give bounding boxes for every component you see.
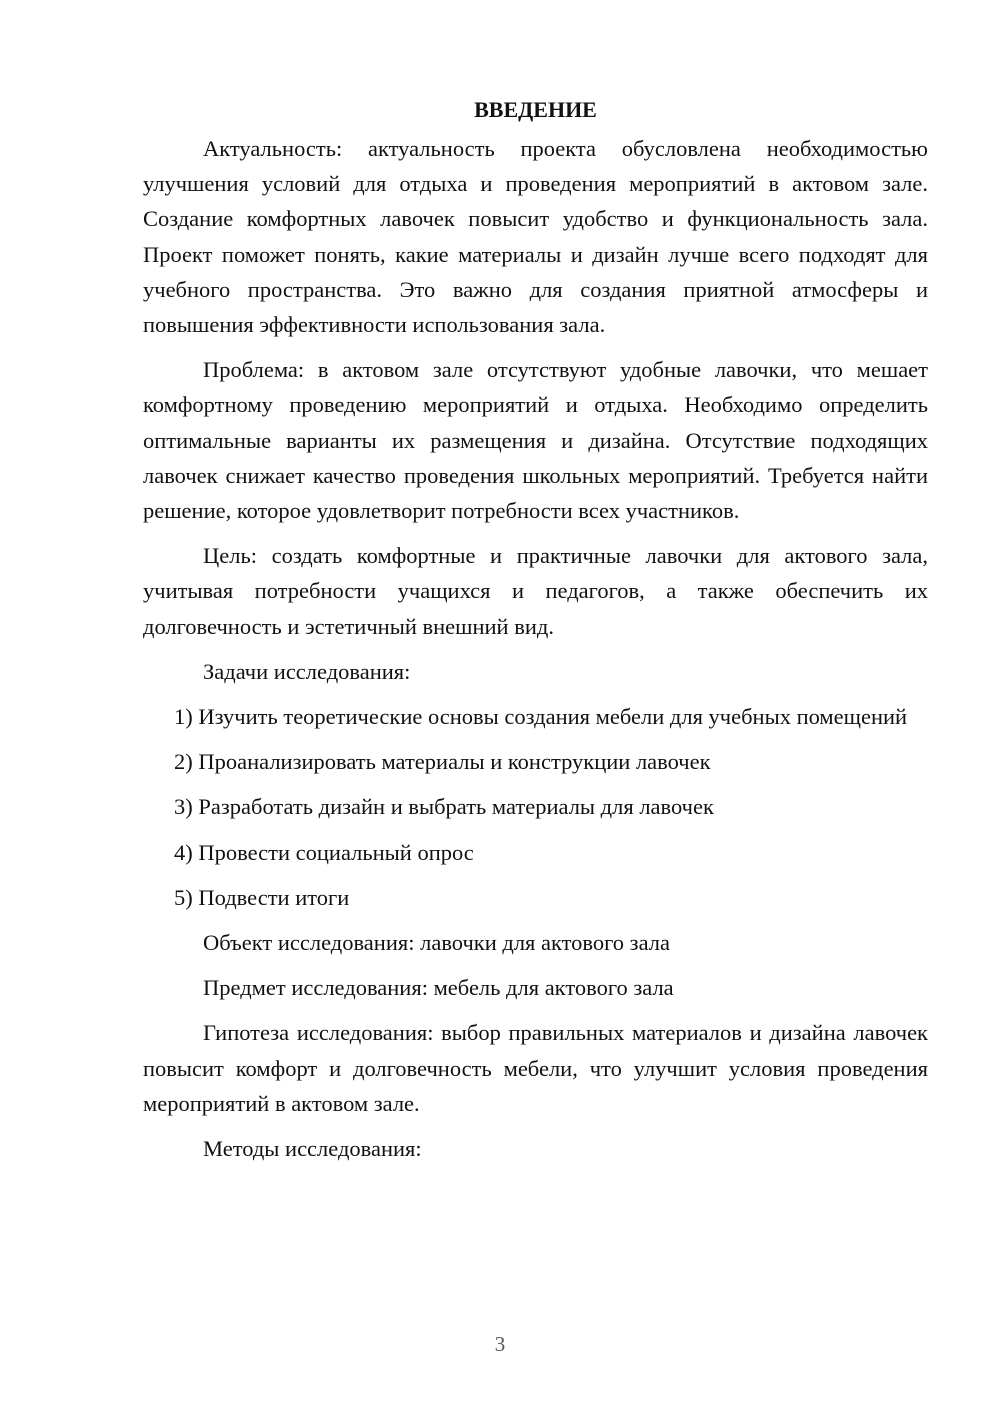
paragraph-tasks-heading: Задачи исследования: [203, 658, 411, 684]
paragraph-goal: Цель: создать комфортные и практичные лавочки для актового зала, учитывая потребности учащихся и педагогов, а также обеспечить их долговечность и эстетичный внешний вид. [143, 543, 928, 639]
section-title: ВВЕДЕНИЕ [474, 97, 597, 122]
paragraph-methods: Методы исследования: [203, 1136, 422, 1162]
task-item-2: 2) Проанализировать материалы и конструкции лавочек [174, 749, 711, 775]
task-item-1: 1) Изучить теоретические основы создания мебели для учебных помещений [174, 704, 908, 730]
paragraph-relevance: Актуальность: актуальность проекта обусловлена необходимостью улучшения условий для отдыха и проведения мероприятий в актовом зале. Создание комфортных лавочек повысит удобство и функциональность зала. Проект поможет понять, какие материалы и дизайн лучше всего подходят для учебного пространства. Это важно для создания приятной атмосферы и повышения эффективности использования зала. [143, 136, 928, 338]
paragraph-problem: Проблема: в актовом зале отсутствуют удобные лавочки, что мешает комфортному проведению мероприятий и отдыха. Необходимо определить оптимальные варианты их размещения и дизайна. Отсутствие подходящих лавочек снижает качество проведения школьных мероприятий. Требуется найти решение, которое удовлетворит потребности всех участников. [143, 357, 928, 524]
paragraph-hypothesis: Гипотеза исследования: выбор правильных материалов и дизайна лавочек повысит комфорт и долговечность мебели, что улучшит условия проведения мероприятий в актовом зале. [143, 1020, 928, 1116]
task-item-3: 3) Разработать дизайн и выбрать материалы для лавочек [174, 794, 714, 820]
task-item-4: 4) Провести социальный опрос [174, 839, 474, 865]
task-item-5: 5) Подвести итоги [174, 884, 350, 910]
paragraph-object: Объект исследования: лавочки для актового зала [203, 930, 670, 956]
document-page [143, 92, 928, 1176]
page-number: 3 [494, 1332, 506, 1356]
paragraph-subject: Предмет исследования: мебель для актового зала [203, 975, 674, 1001]
